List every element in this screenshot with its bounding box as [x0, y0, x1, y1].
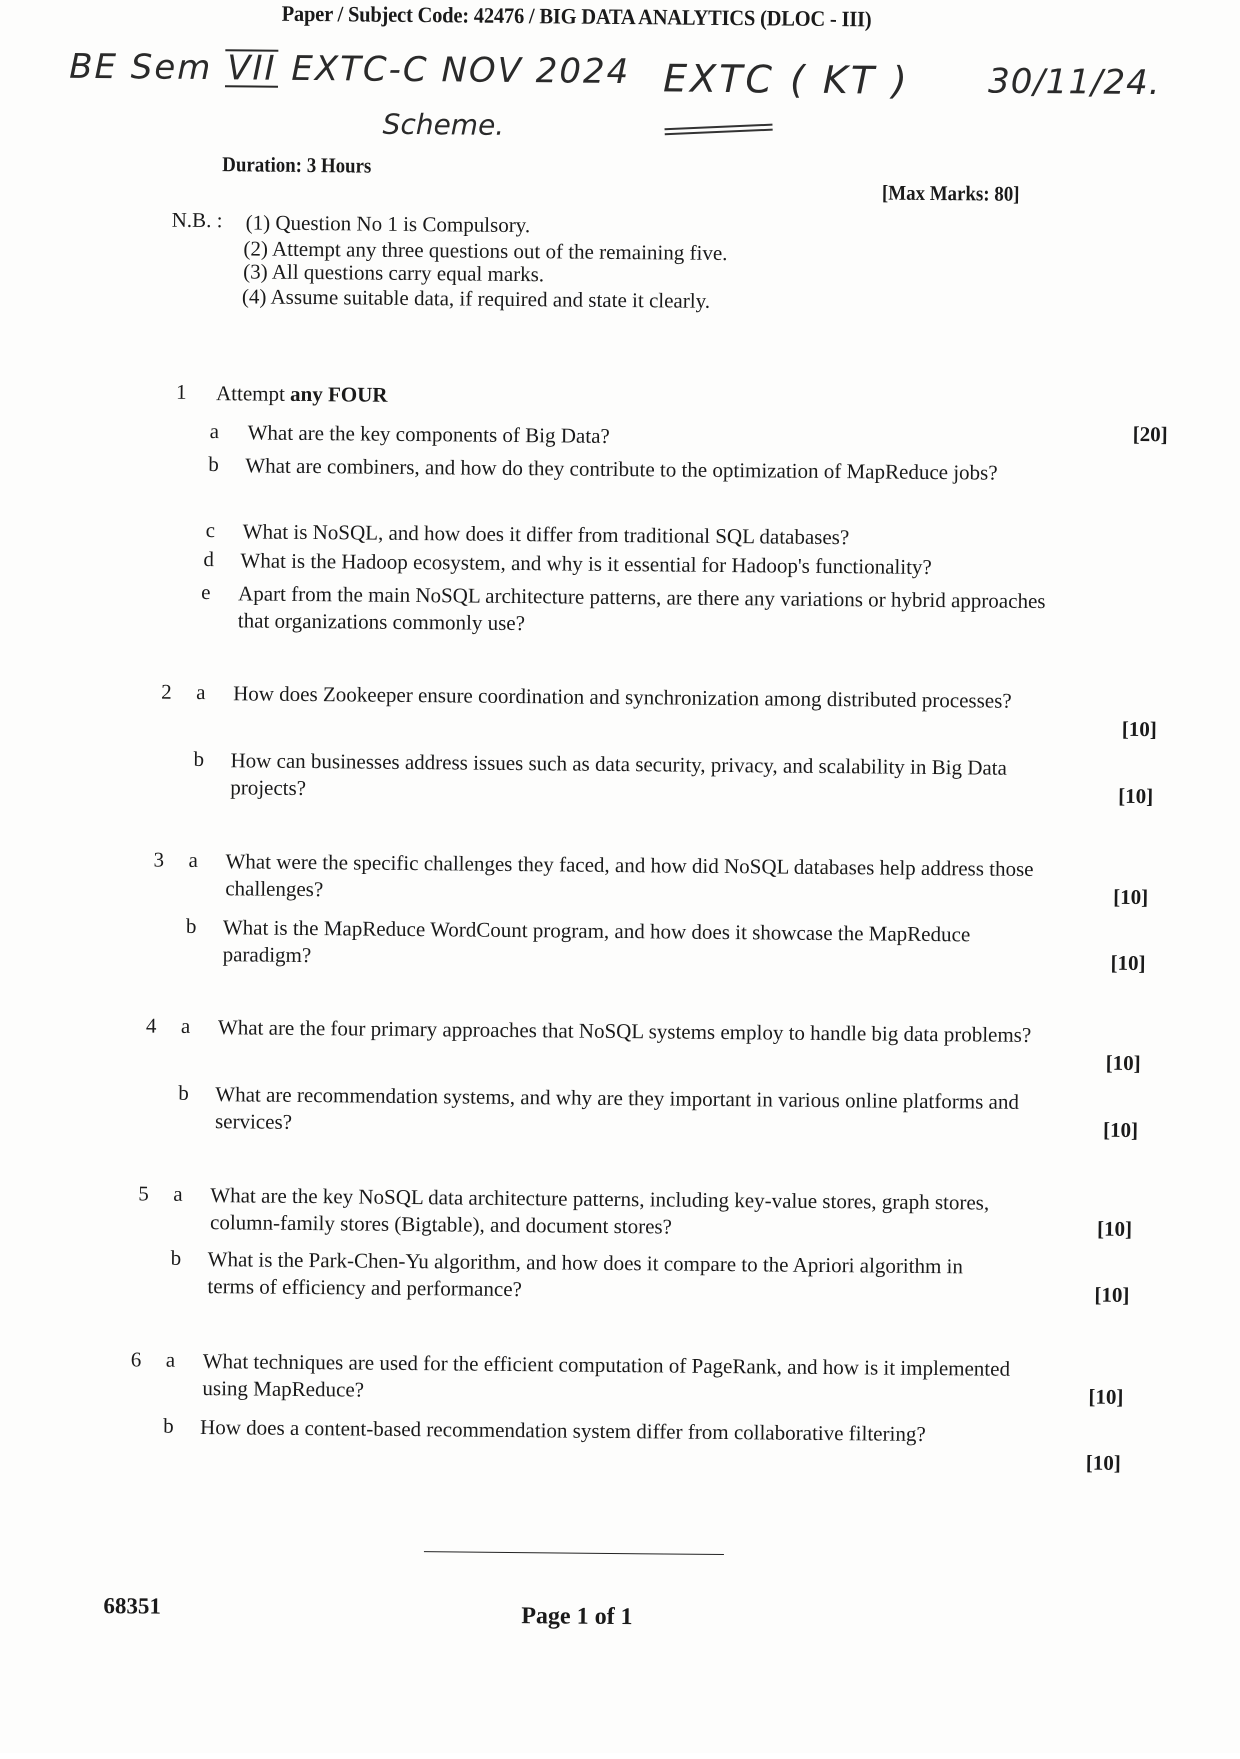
- part-text: What is the Park-Chen-Yu algorithm, and how does it compare to the Apriori algorithm in terms of efficiency and performance?: [207, 1247, 964, 1302]
- handwritten-semester-note: [69, 47, 630, 92]
- part-text: What are the key components of Big Data?: [247, 420, 610, 448]
- question-heading: [216, 380, 388, 409]
- handwritten-double-underline: [665, 124, 773, 136]
- part-label: b: [178, 1080, 189, 1105]
- instruction-item: (2) Attempt any three questions out of the remaining five.: [243, 236, 728, 266]
- part-label: d: [203, 547, 215, 572]
- footer-paper-code: 68351: [103, 1593, 162, 1619]
- instructions-label: N.B. :: [171, 207, 223, 233]
- question-number: 3: [153, 847, 165, 872]
- paper-subject-header: Paper / Subject Code: 42476 / BIG DATA ANALYTICS (DLOC - III): [281, 0, 872, 32]
- part-label: a: [188, 847, 199, 872]
- part-label: e: [201, 579, 211, 605]
- part-text: How does a content-based recommendation system differ from collaborative filtering?: [200, 1415, 926, 1446]
- handwritten-branch-session: EXTC-C NOV 2024: [291, 48, 631, 93]
- part-label: c: [205, 518, 216, 543]
- part-text: What is NoSQL, and how does it differ from traditional SQL databases?: [242, 519, 850, 550]
- question-heading-emphasis: any FOUR: [290, 381, 388, 407]
- part-marks: [10]: [1094, 1282, 1130, 1307]
- part-text: What is the Hadoop ecosystem, and why is it essential for Hadoop's functionality?: [240, 548, 932, 580]
- part-label: b: [193, 746, 205, 772]
- part-label: b: [185, 913, 197, 938]
- question-heading-prefix: Attempt: [215, 381, 291, 406]
- part-marks: [10]: [1102, 1117, 1139, 1143]
- part-text: What are the four primary approaches that NoSQL systems employ to handle big data problems?: [217, 1015, 1032, 1047]
- part-label: a: [173, 1181, 183, 1206]
- part-text: How does Zookeeper ensure coordination and synchronization among distributed processes?: [233, 681, 1012, 713]
- handwritten-semester-roman: VII: [227, 48, 277, 89]
- part-label: a: [196, 679, 206, 705]
- question-marks: [20]: [1132, 421, 1168, 447]
- part-text: What are the key NoSQL data architecture patterns, including key-value stores, graph stores, column-family stores (Bigtable), and document stores?: [209, 1183, 990, 1239]
- part-marks: [10]: [1121, 716, 1157, 742]
- part-text: What are combiners, and how do they contribute to the optimization of MapReduce jobs?: [245, 453, 998, 485]
- part-marks: [10]: [1105, 1050, 1141, 1076]
- exam-max-marks: [Max Marks: 80]: [881, 180, 1020, 206]
- part-label: b: [170, 1245, 182, 1270]
- handwritten-date: 30/11/24.: [987, 61, 1161, 104]
- part-text: What were the specific challenges they faced, and how did NoSQL databases help address those challenges?: [225, 849, 1034, 902]
- instruction-item: (1) Question No 1 is Compulsory.: [245, 210, 531, 238]
- handwritten-course: BE Sem: [68, 46, 213, 89]
- question-number: 4: [145, 1013, 157, 1038]
- part-marks: [10]: [1088, 1384, 1124, 1409]
- instruction-item: (3) All questions carry equal marks.: [243, 259, 545, 287]
- part-marks: [10]: [1096, 1216, 1133, 1241]
- part-marks: [10]: [1110, 950, 1146, 976]
- part-text: Apart from the main NoSQL architecture patterns, are there any variations or hybrid approaches that organizations commonly use?: [237, 581, 1046, 636]
- question-number: 1: [175, 379, 187, 404]
- part-text: What techniques are used for the efficient computation of PageRank, and how is it implemented using MapReduce?: [202, 1349, 1011, 1402]
- part-text: What is the MapReduce WordCount program, and how does it showcase the MapReduce paradigm?: [222, 915, 971, 968]
- part-marks: [10]: [1113, 884, 1149, 910]
- part-marks: [10]: [1085, 1450, 1121, 1475]
- end-of-paper-rule: [424, 1551, 724, 1555]
- footer-page-number: Page 1 of 1: [521, 1603, 633, 1631]
- part-text: What are recommendation systems, and why are they important in various online platforms and services?: [214, 1082, 1020, 1134]
- instruction-item: (4) Assume suitable data, if required and state it clearly.: [241, 284, 711, 313]
- part-label: a: [165, 1347, 176, 1372]
- part-text: How can businesses address issues such as data security, privacy, and scalability in Big Data projects?: [230, 748, 1008, 801]
- exam-duration: Duration: 3 Hours: [222, 152, 372, 178]
- handwritten-scheme-note: Scheme.: [382, 107, 505, 142]
- question-number: 2: [161, 679, 172, 704]
- part-label: b: [208, 452, 219, 477]
- part-label: a: [209, 419, 220, 444]
- question-number: 5: [138, 1181, 149, 1206]
- handwritten-branch-tag: EXTC ( KT ): [662, 56, 911, 103]
- question-number: 6: [130, 1347, 142, 1372]
- part-label: a: [180, 1013, 191, 1038]
- part-marks: [10]: [1118, 783, 1154, 809]
- part-label: b: [163, 1413, 174, 1438]
